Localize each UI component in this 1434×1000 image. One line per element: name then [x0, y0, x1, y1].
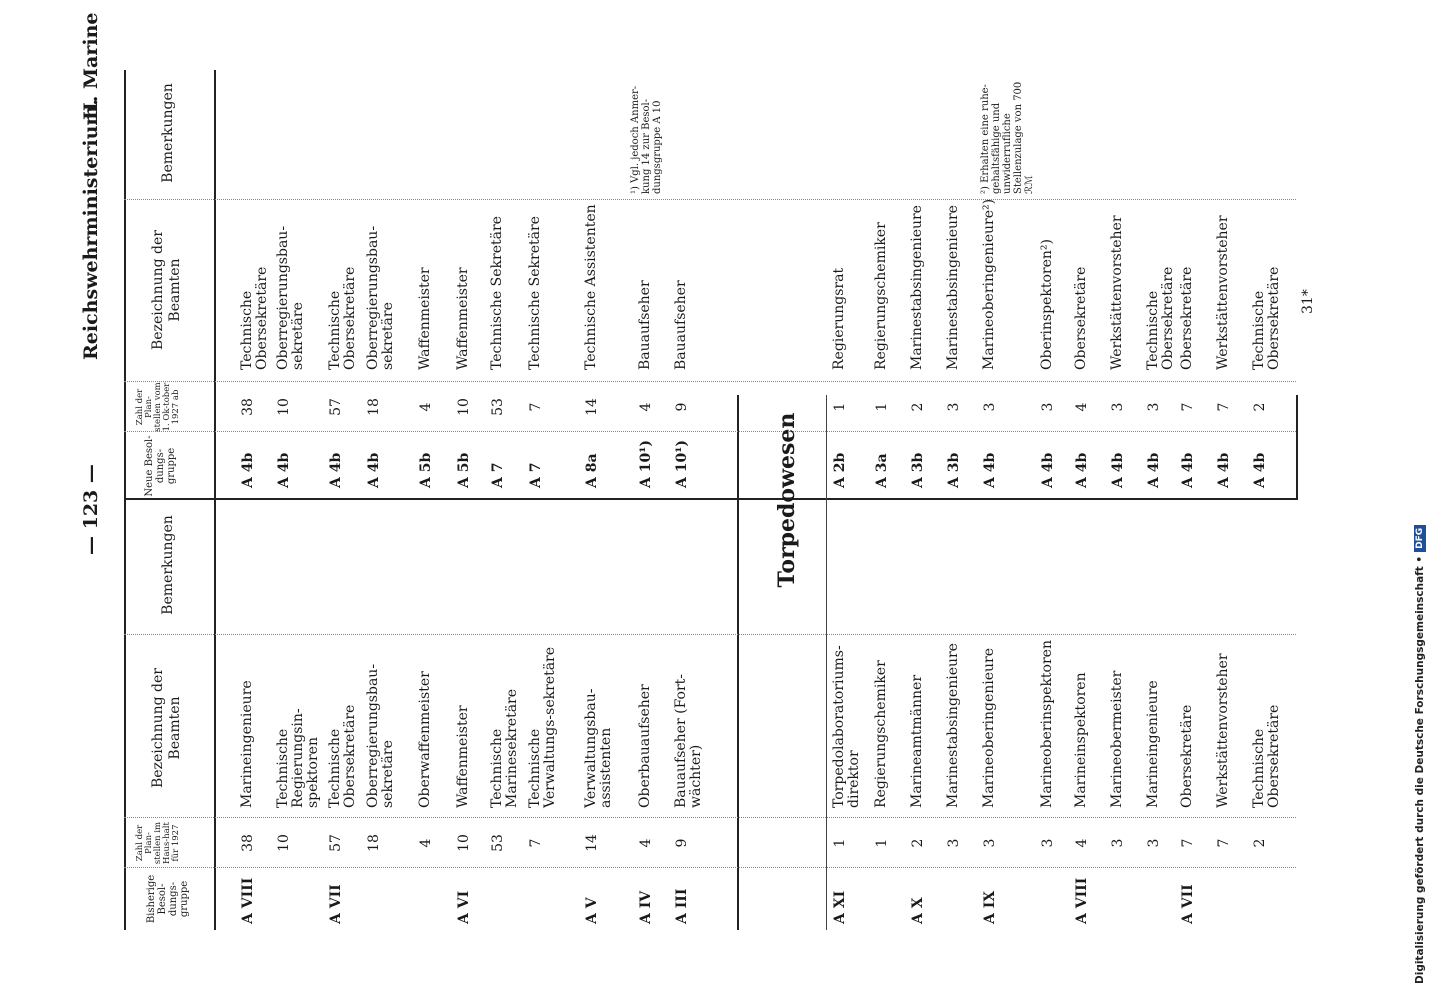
right-count: 4: [418, 402, 434, 412]
left-count: 14: [584, 834, 600, 852]
right-count: 57: [328, 398, 344, 416]
left-designation: Technische Obersekretäre: [327, 704, 358, 808]
left-torpedo-designation: Obersekretäre: [1179, 704, 1195, 808]
right-torpedo-designation: Technische Obersekretäre: [1251, 266, 1282, 370]
right-group: A 4b: [276, 452, 292, 488]
left-designation: Technische Marinesekretäre: [489, 688, 520, 808]
center-divider: [124, 498, 1296, 500]
left-torpedo-designation: Werkstättenvorsteher: [1215, 653, 1231, 808]
right-torpedo-designation: Obersekretäre: [1073, 266, 1089, 370]
left-count: 53: [490, 834, 506, 852]
right-torpedo-group: A 2b: [832, 452, 848, 488]
left-designation: Verwaltungsbau-assistenten: [583, 688, 614, 808]
left-group: A III: [674, 888, 690, 924]
right-torpedo-count: 3: [982, 402, 998, 412]
right-torpedo-group: A 4b: [1146, 452, 1162, 488]
right-torpedo-count: 3: [946, 402, 962, 412]
left-count: 7: [528, 838, 544, 848]
left-col-sep-3: [124, 634, 1296, 635]
right-torpedo-count: 7: [1180, 402, 1196, 412]
left-torpedo-group: A XI: [832, 890, 848, 924]
header-remarks-left: Bemerkungen: [160, 515, 176, 615]
right-count: 7: [528, 402, 544, 412]
right-count: 53: [490, 398, 506, 416]
right-group: A 10¹): [674, 440, 690, 488]
left-torpedo-count: 3: [982, 838, 998, 848]
right-torpedo-designation: Obersekretäre: [1179, 266, 1195, 370]
left-torpedo-group: A X: [910, 897, 926, 924]
left-torpedo-designation: Marineobermeister: [1109, 670, 1125, 808]
dfg-logo-icon: DFG: [1414, 525, 1426, 552]
left-torpedo-group: A VIII: [1074, 877, 1090, 924]
right-col-sep-3: [124, 199, 1296, 200]
footer-signature-mark: 31*: [1300, 289, 1316, 314]
header-designation-left: Bezeichnung der Beamten: [150, 668, 183, 788]
right-designation: Technische Assistenten: [583, 204, 599, 370]
right-torpedo-group: A 4b: [1180, 452, 1196, 488]
right-torpedo-count: 1: [874, 402, 890, 412]
right-group: A 4b: [240, 452, 256, 488]
left-torpedo-count: 3: [1040, 838, 1056, 848]
right-count: 4: [638, 402, 654, 412]
right-torpedo-designation: Marineoberingenieure²): [981, 198, 997, 370]
right-torpedo-count: 2: [1252, 402, 1268, 412]
left-torpedo-count: 1: [832, 838, 848, 848]
left-group: A IV: [638, 890, 654, 924]
right-designation: Bauaufseher: [673, 280, 689, 370]
right-designation: Waffenmeister: [417, 267, 433, 370]
right-group: A 4b: [328, 452, 344, 488]
right-designation: Oberregierungsbau-sekretäre: [275, 225, 306, 370]
right-torpedo-group: A 4b: [1216, 452, 1232, 488]
right-count: 14: [584, 398, 600, 416]
page-number: — 123 —: [80, 464, 102, 555]
right-group: A 8a: [584, 453, 600, 488]
left-torpedo-count: 7: [1180, 838, 1196, 848]
left-count: 4: [418, 838, 434, 848]
left-torpedo-count: 3: [1146, 838, 1162, 848]
right-torpedo-designation: Regierungschemiker: [873, 222, 889, 370]
section-heading-torpedowesen: Torpedowesen: [774, 412, 800, 588]
left-torpedo-count: 4: [1074, 838, 1090, 848]
left-torpedo-count: 1: [874, 838, 890, 848]
footnote-1: ¹) Vgl. jedoch Anmer-kung 14 zur Besol-dungsgruppe A 10: [630, 85, 663, 194]
right-designation: Technische Obersekretäre: [239, 266, 270, 370]
watermark: [1410, 6, 1430, 996]
ministry-header: Reichswehrministerium.: [80, 98, 102, 360]
header-count-new: Zahl der Plan-stellen vom 1. Ok-tober 1927 ab: [135, 382, 181, 432]
right-group: A 5b: [456, 452, 472, 488]
right-torpedo-count: 1: [832, 402, 848, 412]
right-torpedo-group: A 4b: [1040, 452, 1056, 488]
right-designation: Bauaufseher: [637, 280, 653, 370]
right-section-rule: [737, 395, 739, 500]
right-torpedo-count: 2: [910, 402, 926, 412]
right-count: 9: [674, 402, 690, 412]
watermark-strip: [1412, 4, 1428, 984]
header-count-1927: Zahl der Plan-stellen im Haus-halt für 1927: [135, 821, 181, 865]
header-old-group: Bisherige Besol-dungs-gruppe: [146, 874, 190, 924]
right-designation: Technische Sekretäre: [527, 216, 543, 370]
header-designation-right: Bezeichnung der Beamten: [150, 230, 183, 350]
right-torpedo-group: A 4b: [1074, 452, 1090, 488]
watermark-text: Digitalisierung gefördert durch die Deutsche Forschungsgemeinschaft •: [1414, 555, 1426, 984]
right-designation: Waffenmeister: [455, 267, 471, 370]
right-torpedo-group: A 4b: [982, 452, 998, 488]
left-group: A VII: [328, 884, 344, 924]
left-count: 9: [674, 838, 690, 848]
left-torpedo-rule: [826, 500, 827, 930]
right-count: 10: [456, 398, 472, 416]
left-torpedo-count: 2: [910, 838, 926, 848]
right-count: 10: [276, 398, 292, 416]
right-count: 38: [240, 398, 256, 416]
left-torpedo-designation: Marineingenieure: [1145, 680, 1161, 808]
right-torpedo-designation: Marinestabsingenieure: [945, 205, 961, 370]
left-torpedo-designation: Technische Obersekretäre: [1251, 704, 1282, 808]
right-group: A 4b: [366, 452, 382, 488]
right-group: A 7: [528, 462, 544, 488]
left-torpedo-designation: Marineoberinspektoren: [1039, 640, 1055, 808]
left-torpedo-designation: Regierungschemiker: [873, 660, 889, 808]
right-designation: Oberregierungsbau-sekretäre: [365, 225, 396, 370]
left-torpedo-designation: Marineinspektoren: [1073, 672, 1089, 808]
right-torpedo-group: A 3b: [910, 452, 926, 488]
left-torpedo-count: 7: [1216, 838, 1232, 848]
left-count: 18: [366, 834, 382, 852]
right-torpedo-designation: Werkstättenvorsteher: [1215, 215, 1231, 370]
right-torpedo-designation: Regierungsrat: [831, 267, 847, 370]
right-torpedo-count: 3: [1040, 402, 1056, 412]
left-torpedo-group: A IX: [982, 890, 998, 924]
right-group: A 5b: [418, 452, 434, 488]
left-designation: Oberwaffenmeister: [417, 671, 433, 808]
right-torpedo-designation: Marinestabsingenieure: [909, 205, 925, 370]
left-torpedo-designation: Marinestabsingenieure: [945, 643, 961, 808]
left-group: A VIII: [240, 877, 256, 924]
left-torpedo-count: 2: [1252, 838, 1268, 848]
right-torpedo-group: A 3b: [946, 452, 962, 488]
left-torpedo-count: 3: [946, 838, 962, 848]
left-section-rule: [737, 500, 739, 930]
right-torpedo-group: A 4b: [1252, 452, 1268, 488]
right-torpedo-rule: [826, 395, 827, 500]
footnote-2: ²) Erhalten eine ruhe-gehaltsfähige und unwiderrufliche Stellenzulage von 700 ℛℳ: [980, 81, 1035, 194]
right-torpedo-count: 3: [1110, 402, 1126, 412]
right-torpedo-group: A 4b: [1110, 452, 1126, 488]
right-torpedo-designation: Werkstättenvorsteher: [1109, 215, 1125, 370]
right-torpedo-designation: Technische Obersekretäre: [1145, 266, 1176, 370]
left-designation: Bauaufseher (Fort-wächter): [673, 674, 704, 808]
left-designation: Oberregierungsbau-sekretäre: [365, 663, 396, 808]
right-torpedo-designation: Oberinspektoren²): [1039, 239, 1055, 370]
right-designation: Technische Sekretäre: [489, 216, 505, 370]
right-torpedo-group: A 3a: [874, 453, 890, 488]
left-designation: Technische Regierungsin-spektoren: [275, 708, 321, 808]
left-group: A VI: [456, 890, 472, 924]
right-group: A 10¹): [638, 440, 654, 488]
left-designation: Waffenmeister: [455, 705, 471, 808]
right-torpedo-count: 3: [1146, 402, 1162, 412]
left-count: 38: [240, 834, 256, 852]
left-torpedo-group: A VII: [1180, 884, 1196, 924]
right-torpedo-count: 4: [1074, 402, 1090, 412]
header-new-group: Neue Besol-dungs-gruppe: [144, 435, 177, 497]
right-designation: Technische Obersekretäre: [327, 266, 358, 370]
left-designation: Marineingenieure: [239, 680, 255, 808]
left-count: 4: [638, 838, 654, 848]
left-torpedo-designation: Torpedolaboratoriums-direktor: [831, 645, 862, 808]
section-header: II. Marine: [80, 12, 102, 120]
left-count: 10: [456, 834, 472, 852]
left-torpedo-count: 3: [1110, 838, 1126, 848]
right-bottom-rule: [1296, 395, 1298, 500]
left-torpedo-designation: Marineamtmänner: [909, 674, 925, 808]
left-group: A V: [584, 897, 600, 924]
right-group: A 7: [490, 462, 506, 488]
left-designation: Technische Verwaltungs-sekretäre: [527, 646, 558, 808]
left-count: 57: [328, 834, 344, 852]
left-count: 10: [276, 834, 292, 852]
left-designation: Oberbauaufseher: [637, 684, 653, 808]
right-torpedo-count: 7: [1216, 402, 1232, 412]
header-remarks-right: Bemerkungen: [160, 83, 176, 183]
right-count: 18: [366, 398, 382, 416]
left-torpedo-designation: Marineoberingenieure: [981, 647, 997, 808]
